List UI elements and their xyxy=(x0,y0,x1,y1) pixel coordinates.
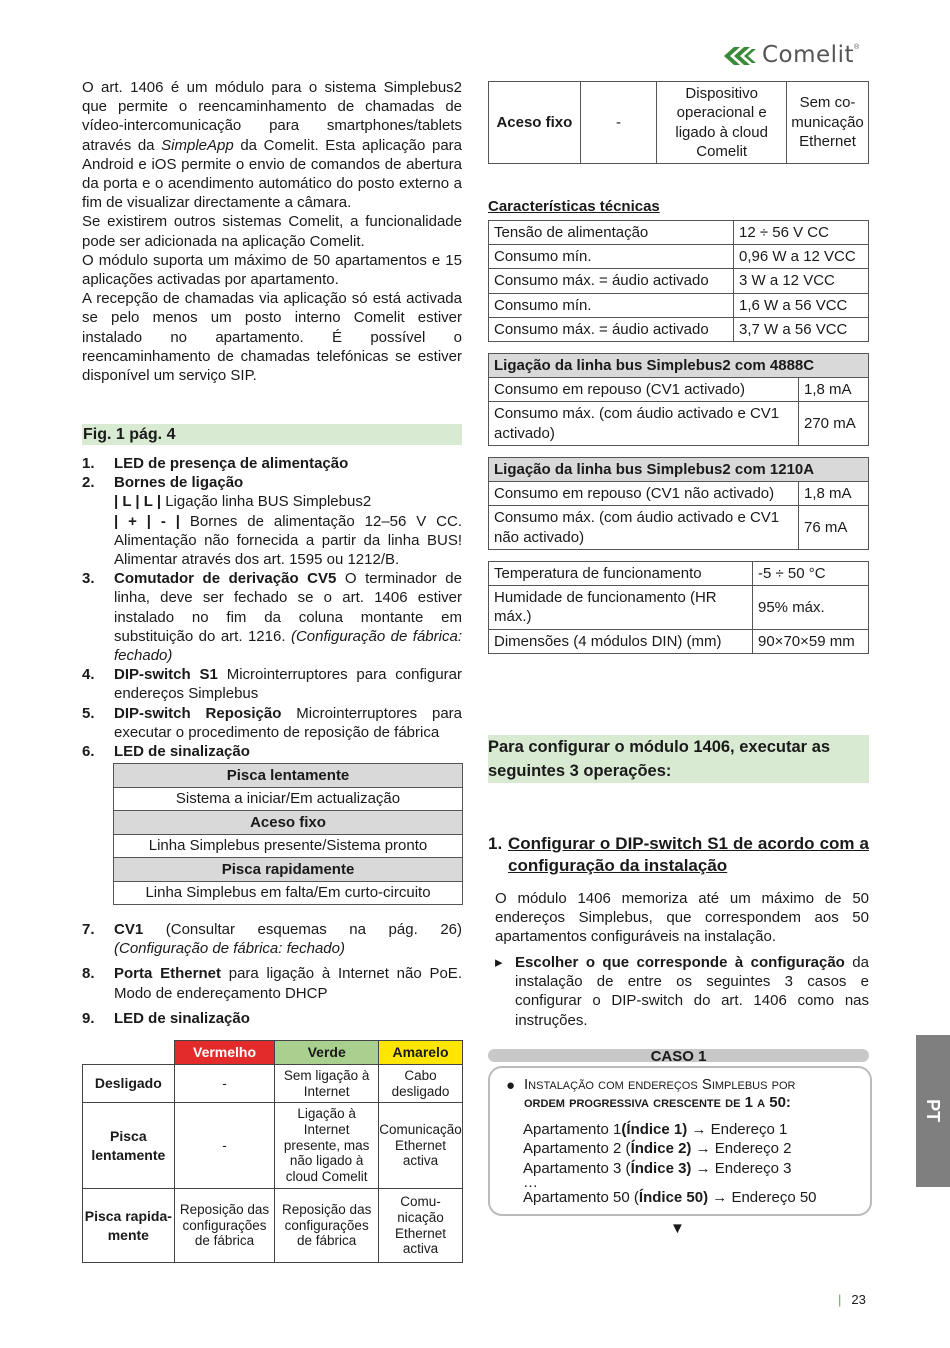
ellipsis: … xyxy=(523,1174,538,1192)
intro-paragraph-3: O módulo suporta um máximo de 50 apartamentos e 15 aplicações activadas por apartamento. xyxy=(82,251,462,289)
row-label: Aceso fixo xyxy=(489,82,581,164)
cell-yellow: Comunicação Ethernet activa xyxy=(378,1103,462,1189)
spec-value: 76 mA xyxy=(799,506,869,549)
spec-key: Consumo máx. (com áudio activado e CV1 activado) xyxy=(489,402,799,445)
apartment-line: Apartamento 3 (Índice 3) → Endereço 3 xyxy=(523,1159,792,1177)
spec-key: Tensão de alimentação xyxy=(489,221,734,245)
spec-value: 0,96 W a 12 VCC xyxy=(734,245,869,269)
spec-key: Consumo em repouso (CV1 não activado) xyxy=(489,482,799,506)
apartment-line: Apartamento 1(Índice 1) → Endereço 1 xyxy=(523,1121,788,1138)
environment-table xyxy=(488,561,869,654)
tech-specs-title: Características técnicas xyxy=(488,198,660,215)
step-1-body: O módulo 1406 memoriza até um máximo de 50 endereços Simplebus, que correspondem aos 50 apartamentos configuráveis na instalação. xyxy=(495,890,869,946)
figure-heading: Fig. 1 pág. 4 xyxy=(82,424,462,445)
cell-green: Dispositivo operacional e ligado à cloud Comelit xyxy=(657,82,787,164)
intro-text xyxy=(82,78,462,385)
col-yellow-header: Amarelo xyxy=(378,1041,462,1065)
spec-value: 1,8 mA xyxy=(799,482,869,506)
cell-yellow: Sem co-municação Ethernet xyxy=(787,82,869,164)
bullet-dot-icon: ● xyxy=(506,1077,516,1094)
tech-specs-table xyxy=(488,220,869,342)
ethernet-led-table-cont xyxy=(488,81,869,164)
spec-value: 1,6 W a 56 VCC xyxy=(734,293,869,317)
row-label: Pisca lentamente xyxy=(83,1103,175,1189)
apartment-list xyxy=(506,1120,866,1208)
spec-value: 12 ÷ 56 V CC xyxy=(734,221,869,245)
language-tab: PT xyxy=(916,1035,950,1187)
empty-corner xyxy=(83,1041,175,1065)
spec-value: 90×70×59 mm xyxy=(753,629,869,653)
case-content xyxy=(506,1076,866,1208)
spec-value: -5 ÷ 50 °C xyxy=(753,562,869,586)
bus-4888c-table xyxy=(488,353,869,446)
cell-green: Ligação à Internet presente, mas não ligado à cloud Comelit xyxy=(275,1103,379,1189)
led-state-desc: Linha Simplebus em falta/Em curto-circuito xyxy=(114,881,463,905)
spec-key: Humidade de funcionamento (HR máx.) xyxy=(489,586,753,629)
brand-name: Comelit xyxy=(762,42,854,69)
col-green-header: Verde xyxy=(275,1041,379,1065)
apartment-line: Apartamento 50 (Índice 50) → Endereço 50 xyxy=(523,1189,817,1207)
row-label: Pisca rapida-mente xyxy=(83,1189,175,1263)
led-state-header: Pisca lentamente xyxy=(114,764,463,788)
col-red-header: Vermelho xyxy=(174,1041,275,1065)
legend-item: 4. DIP-switch S1 Microinterruptores para configurar endereços Simplebus xyxy=(82,666,462,703)
spec-key: Temperatura de funcionamento xyxy=(489,562,753,586)
intro-paragraph-4: A recepção de chamadas via aplicação só está activada se pelo menos um posto interno Comelit estiver instalado no apartamento. É possível o reencaminhamento de chamadas telefónicas se estiver disponível um serviço SIP. xyxy=(82,290,462,385)
legend-item: 9. LED de sinalização xyxy=(82,1009,250,1027)
legend-item: 2. Bornes de ligação | L | L | Ligação linha BUS Simplebus2 | + | - | Bornes de alimentação 12–56 V CC. Alimentação não fornecida a partir da linha BUS! Alimentar através dos art. 1595 ou 1212/B. xyxy=(82,474,462,569)
case-label: CASO 1 xyxy=(488,1049,869,1062)
intro-paragraph-2: Se existirem outros sistemas Comelit, a funcionalidade pode ser adicionada na aplicação Comelit. xyxy=(82,213,462,250)
cell-red: - xyxy=(174,1103,275,1189)
page-number: | 23 xyxy=(838,1292,866,1307)
led-state-header: Aceso fixo xyxy=(114,811,463,835)
cell-green: Reposição das configurações de fábrica xyxy=(275,1189,379,1263)
spec-value: 3 W a 12 VCC xyxy=(734,269,869,293)
legend-item: 6. LED de sinalização xyxy=(82,743,250,761)
ethernet-led-table xyxy=(82,1040,463,1263)
spec-value: 95% máx. xyxy=(753,586,869,629)
led-state-desc: Sistema a iniciar/Em actualização xyxy=(114,787,463,811)
step-1-bullet: ▸ Escolher o que corresponde à configuração da instalação de entre os seguintes 3 casos e configurar o DIP-switch do art. 1406 como nas instruções. xyxy=(495,954,869,1029)
legend-item: 1. LED de presença de alimentação xyxy=(82,455,349,472)
config-heading: Para configurar o módulo 1406, executar as seguintes 3 operações: xyxy=(488,735,869,783)
spec-key: Consumo mín. xyxy=(489,245,734,269)
legend-item: 8. Porta Ethernet para ligação à Internet não PoE. Modo de endereçamento DHCP xyxy=(82,965,462,1002)
apartment-line: Apartamento 2 (Índice 2) → Endereço 2 xyxy=(523,1140,792,1158)
step-1-title: 1. Configurar o DIP-switch S1 de acordo com a configuração da instalação xyxy=(488,834,869,875)
spec-key: Consumo em repouso (CV1 activado) xyxy=(489,378,799,402)
cell-yellow: Comu-nicação Ethernet activa xyxy=(378,1189,462,1263)
cell-yellow: Cabo desligado xyxy=(378,1065,462,1103)
intro-paragraph-1: O art. 1406 é um módulo para o sistema Simplebus2 que permite o reencaminhamento de chamadas de vídeo-intercomunicação para smartphones/tablets através da SimpleApp da Comelit. Esta aplicação para Android e iOS permite o envio de comandos de abertura da porta e o acendimento automático do posto externo a fim de visualizar directamente a câmara. xyxy=(82,79,462,212)
triangle-right-icon: ▸ xyxy=(495,954,503,971)
spec-value: 270 mA xyxy=(799,402,869,445)
led-state-desc: Linha Simplebus presente/Sistema pronto xyxy=(114,834,463,858)
legend-item: 7. CV1 (Consultar esquemas na pág. 26) (Configuração de fábrica: fechado) xyxy=(82,921,462,958)
figure-legend xyxy=(82,454,462,761)
cell-green: Sem ligação à Internet xyxy=(275,1065,379,1103)
spec-key: Consumo mín. xyxy=(489,293,734,317)
cell-red: - xyxy=(580,82,657,164)
spec-value: 3,7 W a 56 VCC xyxy=(734,317,869,341)
registered-mark: ® xyxy=(854,44,860,52)
comelit-mark-icon xyxy=(722,45,762,67)
spec-key: Consumo máx. (com áudio activado e CV1 não activado) xyxy=(489,506,799,549)
triangle-down-icon: ▼ xyxy=(670,1220,685,1237)
spec-value: 1,8 mA xyxy=(799,378,869,402)
cell-red: - xyxy=(174,1065,275,1103)
row-label: Desligado xyxy=(83,1065,175,1103)
case-bullet: ● Instalação com endereços Simplebus por ordem progressiva crescente de 1 a 50: xyxy=(506,1076,796,1111)
bus-1210a-table xyxy=(488,457,869,550)
table-heading: Ligação da linha bus Simplebus2 com 1210A xyxy=(489,458,869,482)
spec-key: Consumo máx. = áudio activado xyxy=(489,317,734,341)
led-state-header: Pisca rapidamente xyxy=(114,858,463,882)
legend-item: 3. Comutador de derivação CV5 O terminador de linha, deve ser fechado se o art. 1406 estiver instalado no fim da coluna montante em substituição do art. 1216. (Configuração de fábrica: fechado) xyxy=(82,570,462,665)
cell-red: Reposição das configurações de fábrica xyxy=(174,1189,275,1263)
table-heading: Ligação da linha bus Simplebus2 com 4888C xyxy=(489,354,869,378)
legend-item: 5. DIP-switch Reposição Microinterruptores para executar o procedimento de reposição de fábrica xyxy=(82,704,462,741)
spec-key: Consumo máx. = áudio activado xyxy=(489,269,734,293)
comelit-logo xyxy=(722,44,872,68)
figure-legend-cont xyxy=(82,920,462,1028)
spec-key: Dimensões (4 módulos DIN) (mm) xyxy=(489,629,753,653)
led-status-table xyxy=(113,763,463,905)
